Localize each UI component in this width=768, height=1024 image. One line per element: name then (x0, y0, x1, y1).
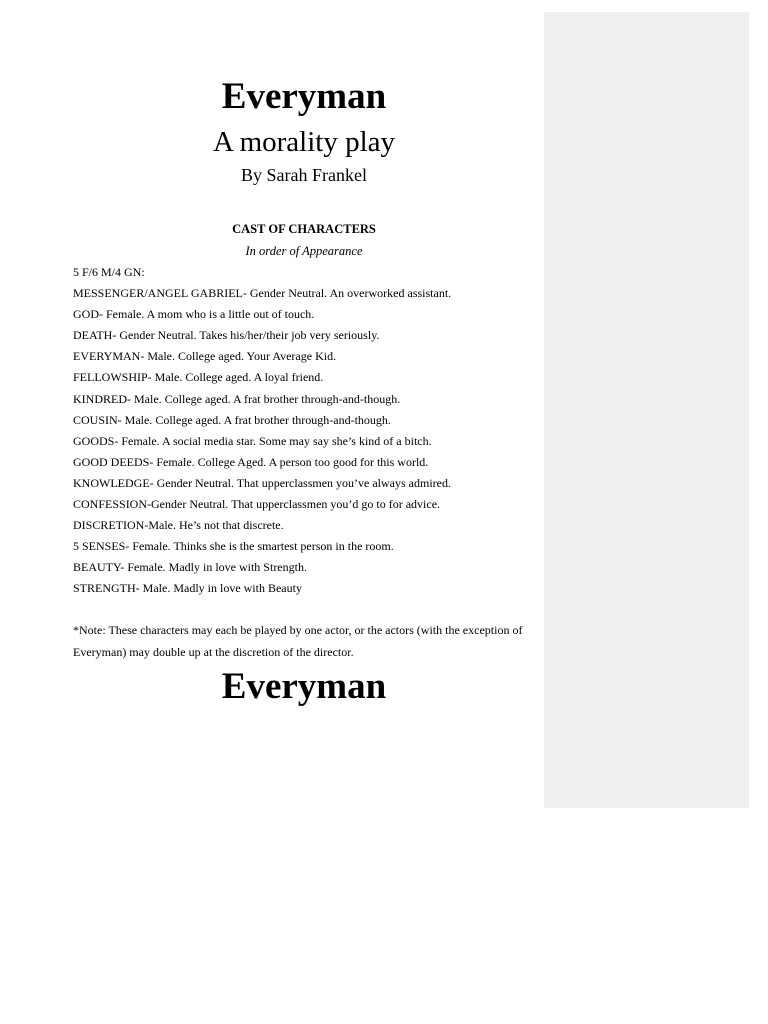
play-title: Everyman (221, 76, 387, 117)
side-panel (544, 12, 749, 808)
cast-line: 5 F/6 M/4 GN: (73, 265, 145, 279)
cast-heading: CAST OF CHARACTERS (232, 222, 376, 236)
cast-subheading: In order of Appearance (245, 244, 363, 258)
cast-line: 5 SENSES- Female. Thinks she is the smartest person in the room. (73, 539, 394, 554)
cast-line: EVERYMAN- Male. College aged. Your Average Kid. (73, 349, 337, 364)
cast-line: COUSIN- Male. College aged. A frat brother through-and-though. (73, 412, 391, 427)
cast-line: KINDRED- Male. College aged. A frat brother through-and-though. (73, 391, 401, 406)
cast-list (73, 262, 535, 600)
cast-line: MESSENGER/ANGEL GABRIEL- Gender Neutral. An overworked assistant. (73, 286, 452, 301)
cast-line: CONFESSION-Gender Neutral. That upperclassmen you’d go to for advice. (73, 497, 441, 512)
cast-line: GOOD DEEDS- Female. College Aged. A person too good for this world. (73, 454, 429, 469)
casting-note: *Note: These characters may each be played by one actor, or the actors (with the exception of Everyman) may double up at the discretion of the director. (73, 623, 523, 659)
play-title-repeat: Everyman (221, 666, 387, 707)
cast-line: STRENGTH- Male. Madly in love with Beauty (73, 581, 302, 596)
play-subtitle: A morality play (212, 126, 396, 158)
cast-line: DEATH- Gender Neutral. Takes his/her/their job very seriously. (73, 328, 380, 343)
cast-line: KNOWLEDGE- Gender Neutral. That upperclassmen you’ve always admired. (73, 475, 451, 490)
cast-line: BEAUTY- Female. Madly in love with Strength. (73, 560, 307, 575)
cast-line: GOODS- Female. A social media star. Some may say she’s kind of a bitch. (73, 433, 432, 448)
cast-line: GOD- Female. A mom who is a little out of touch. (73, 307, 315, 322)
cast-line: DISCRETION-Male. He’s not that discrete. (73, 518, 284, 533)
cast-line: FELLOWSHIP- Male. College aged. A loyal friend. (73, 370, 324, 385)
author-line: By Sarah Frankel (241, 165, 367, 185)
